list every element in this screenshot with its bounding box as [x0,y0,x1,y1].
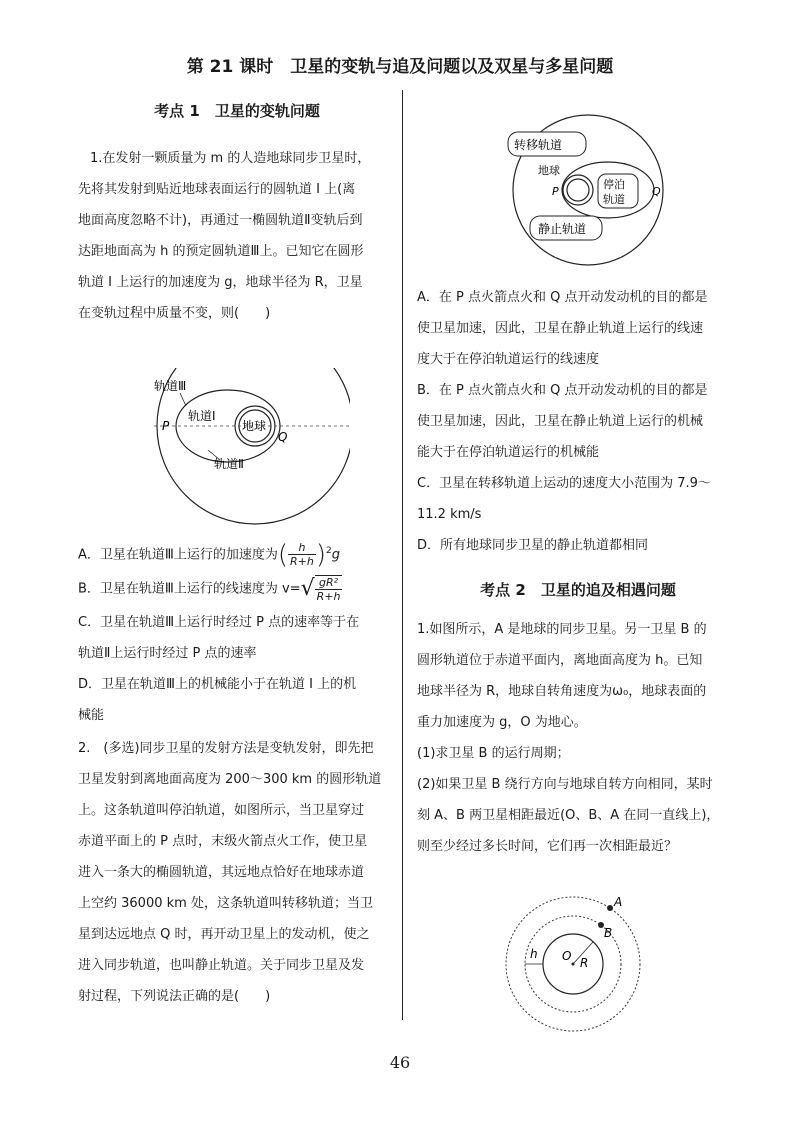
q2-option-a-line: A．在 P 点火箭点火和 Q 点开动发动机的目的都是 [417,290,708,305]
option-a-fraction [288,541,316,568]
question-1-1 [78,143,396,329]
q1-line: 达距地面高为 h 的预定圆轨道Ⅲ上。已知它在圆形 [78,244,364,259]
satellite-a [607,905,613,911]
transfer-orbit-diagram [490,112,680,272]
question-1-2 [78,733,396,1012]
label-a: A [614,895,623,909]
label-r: R [580,956,589,970]
option-d-line: D．卫星在轨道Ⅲ上的机械能小于在轨道 Ⅰ 上的机 [78,676,357,692]
option-b-text: B．卫星在轨道Ⅲ上运行的线速度为 v= [78,581,301,597]
q2-line: 2. (多选)同步卫星的发射方法是变轨发射，即先把 [78,740,374,756]
label-orbit2: 轨道Ⅱ [214,457,244,471]
label-earth: 地球 [242,419,267,433]
q2-line: 进入一条大的椭圆轨道，其远地点恰好在地球赤道 [78,864,365,880]
s2-sub2-line: 则至少经过多长时间，它们再一次相距最近？ [417,839,678,854]
q2-option-c-line: C．卫星在转移轨道上运动的速度大小范围为 7.9～ [417,476,711,491]
q2-line: 赤道平面上的 P 点时，末级火箭点火工作，使卫星 [78,833,368,849]
s2-q1-line: 圆形轨道位于赤道平面内，离地面高度为 h。已知 [417,653,703,668]
q1-line: 先将其发射到贴近地球表面运行的圆轨道 Ⅰ 上(离 [78,182,356,197]
q2-option-b-line: B．在 P 点火箭点火和 Q 点开动发动机的目的都是 [417,383,708,398]
s2-q1-line: 重力加速度为 g，O 为地心。 [417,715,587,730]
option-b-numerator: gR² [315,576,343,590]
label-static: 静止轨道 [538,222,587,236]
q2-line: 进入同步轨道，也叫静止轨道。关于同步卫星及发 [78,957,365,973]
label-q: Q [652,185,661,198]
option-a-denominator: R+h [290,555,314,569]
s2-sub2-line: 刻 A、B 两卫星相距最近(O、B、A 在同一直线上)， [417,808,720,823]
q1-line: 地面高度忽略不计)，再通过一椭圆轨道Ⅱ变轨后到 [78,213,363,228]
q2-option-b-line: 能大于在停泊轨道运行的机械能 [417,445,600,460]
label-parking-2: 轨道 [603,193,625,206]
q2-line: 星到达远地点 Q 时，再开动卫星上的发动机，使之 [78,926,370,942]
option-d-line: 械能 [78,707,105,723]
left-column [78,100,396,329]
s2-q1-line: 地球半径为 R，地球自转角速度为ω₀，地球表面的 [417,684,707,699]
section2-title: 考点 2 卫星的追及相遇问题 [480,581,676,599]
pursuit-diagram [498,892,648,1034]
q1-options [78,534,396,1012]
earth-circle [567,179,589,201]
page-title: 第 21 课时 卫星的变轨与追及问题以及双星与多星问题 [186,57,614,77]
q1-line: 轨道 Ⅰ 上运行的加速度为 g，地球半径为 R，卫星 [78,275,363,290]
label-b: B [604,926,613,940]
option-a-text: A．卫星在轨道Ⅲ上运行的加速度为 [78,547,278,563]
q2-option-a-line: 使卫星加速，因此，卫星在静止轨道上运行的线速 [417,321,704,336]
option-a-g: g [331,547,341,563]
page-number: 46 [389,1053,411,1072]
option-c-line: 轨道Ⅱ上运行时经过 P 点的速率 [78,645,257,661]
s2-q1-line: 1.如图所示，A 是地球的同步卫星。另一卫星 B 的 [417,622,707,637]
label-earth: 地球 [538,164,560,177]
option-a: A．卫星在轨道Ⅲ上运行的加速度为( $\frac{h}{R+h}$ )$^2$g [78,539,341,570]
q2-option-b-line: 使卫星加速，因此，卫星在静止轨道上运行的机械 [417,414,704,429]
right-column [417,282,739,862]
label-q: Q [278,430,288,444]
option-c-line: C．卫星在轨道Ⅲ上运行时经过 P 点的速率等于在 [78,614,360,630]
orbit-change-diagram [150,368,350,528]
q1-line: 1.在发射一颗质量为 m 的人造地球同步卫星时， [90,151,371,166]
q2-option-c-line: 11.2 km/s [417,507,482,522]
label-transfer: 转移轨道 [514,138,563,152]
label-p: P [162,419,170,433]
s2-sub1: (1)求卫星 B 的运行周期； [417,746,570,761]
option-a-exponent: 2 [326,546,332,556]
q2-option-d: D．所有地球同步卫星的静止轨道都相同 [417,538,649,553]
label-orbit1: 轨道Ⅰ [188,409,216,423]
label-parking-1: 停泊 [603,178,625,191]
section1-title: 考点 1 卫星的变轨问题 [154,102,320,120]
q2-line: 射过程，下列说法正确的是( ) [78,988,271,1004]
orbit3-pointer [180,393,186,406]
label-p: P [552,185,559,198]
q2-option-a-line: 度大于在停泊轨道运行的线速度 [417,352,600,367]
option-b: B．卫星在轨道Ⅲ上运行的线速度为 v=√ $\frac{\text{gR²}}{R+h}$ [78,576,341,604]
s2-sub2-line: (2)如果卫星 B 绕行方向与地球自转方向相同，某时 [417,777,713,792]
q2-line: 卫星发射到离地面高度为 200～300 km 的圆形轨道 [78,771,382,787]
label-h: h [530,947,538,961]
q2-line: 上空约 36000 km 处，这条轨道叫转移轨道；当卫 [78,895,373,911]
option-b-fraction [315,575,343,603]
label-o: O [562,949,572,963]
q1-line: 在变轨过程中质量不变，则( ) [78,306,271,321]
option-b-denominator: R+h [316,590,341,604]
q2-line: 上。这条轨道叫停泊轨道，如图所示，当卫星穿过 [78,802,365,818]
label-orbit3: 轨道Ⅲ [154,379,187,393]
option-a-numerator: h [288,541,316,555]
column-divider [402,90,403,1020]
